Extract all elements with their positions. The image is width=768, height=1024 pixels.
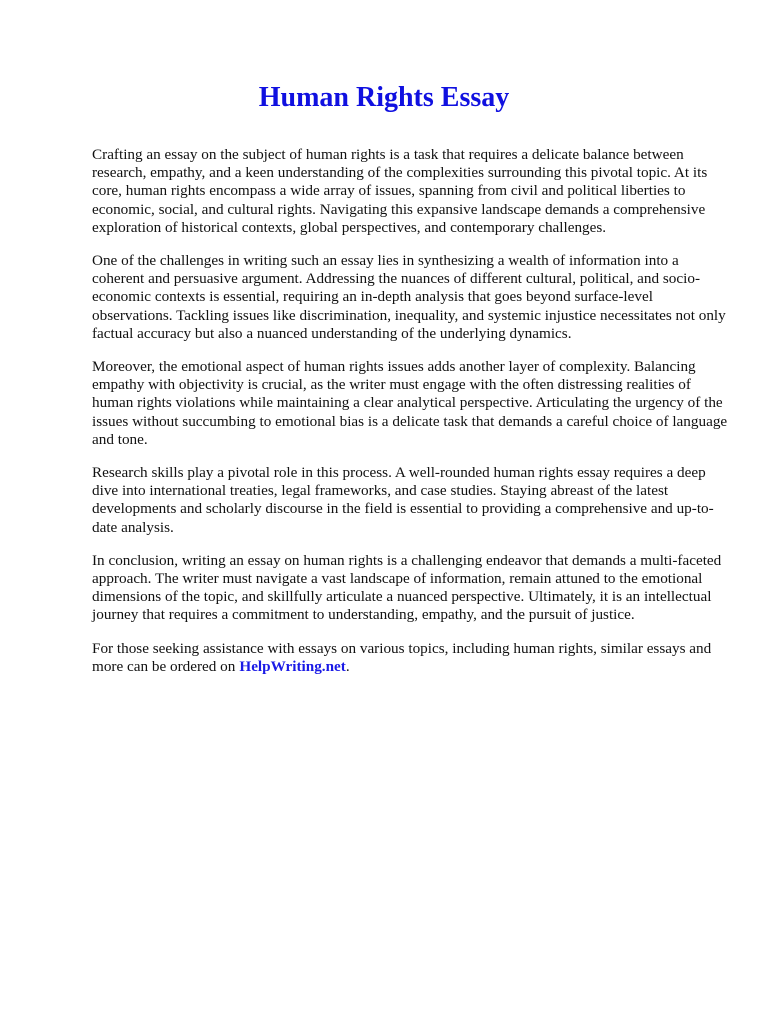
paragraph-intro: Crafting an essay on the subject of human rights is a task that requires a delicate balance between research, empathy, and a keen understanding of the complexities surrounding this pivotal topic. At its core, human rights encompass a wide array of issues, spanning from civil and political liberties to economic, social, and cultural rights. Navigating this expansive landscape demands a comprehensive exploration of historical contexts, global perspectives, and contemporary challenges. (92, 146, 708, 236)
closing-suffix: . (345, 657, 350, 675)
paragraph-conclusion: In conclusion, writing an essay on human rights is a challenging endeavor that demands a multi-faceted approach. The writer must navigate a vast landscape of information, remain attuned to the emotional dimensions of the topic, and skillfully articulate a nuanced perspective. Ultimately, it is an intellectual journey that requires a commitment to understanding, empathy, and the pursuit of justice. (92, 551, 722, 624)
closing-text: For those seeking assistance with essays on various topics, including human rights, similar essays and more can be ordered on (92, 639, 712, 675)
helpwriting-link[interactable]: HelpWriting.net (239, 657, 346, 675)
paragraph-challenges: One of the challenges in writing such an essay lies in synthesizing a wealth of information into a coherent and persuasive argument. Addressing the nuances of different cultural, political, and socio-economic contexts is essential, requiring an in-depth analysis that goes beyond surface-level observations. Tackling issues like discrimination, inequality, and systemic injustice necessitates not only factual accuracy but also a nuanced understanding of the underlying dynamics. (92, 252, 726, 342)
paragraph-research-skills: Research skills play a pivotal role in this process. A well-rounded human rights essay requires a deep dive into international treaties, legal frameworks, and case studies. Staying abreast of the latest developments and scholarly discourse in the field is essential to providing a comprehensive and up-to-date analysis. (92, 464, 714, 536)
page-title: Human Rights Essay (258, 82, 510, 113)
paragraph-closing (92, 640, 732, 676)
paragraph-emotional-aspect: Moreover, the emotional aspect of human rights issues adds another layer of complexity. Balancing empathy with objectivity is crucial, as the writer must engage with the often distressing realities of human rights violations while maintaining a clear analytical perspective. Articulating the urgency of the issues without succumbing to emotional bias is a delicate task that demands a careful choice of language and tone. (92, 358, 728, 448)
essay-body (92, 146, 732, 691)
